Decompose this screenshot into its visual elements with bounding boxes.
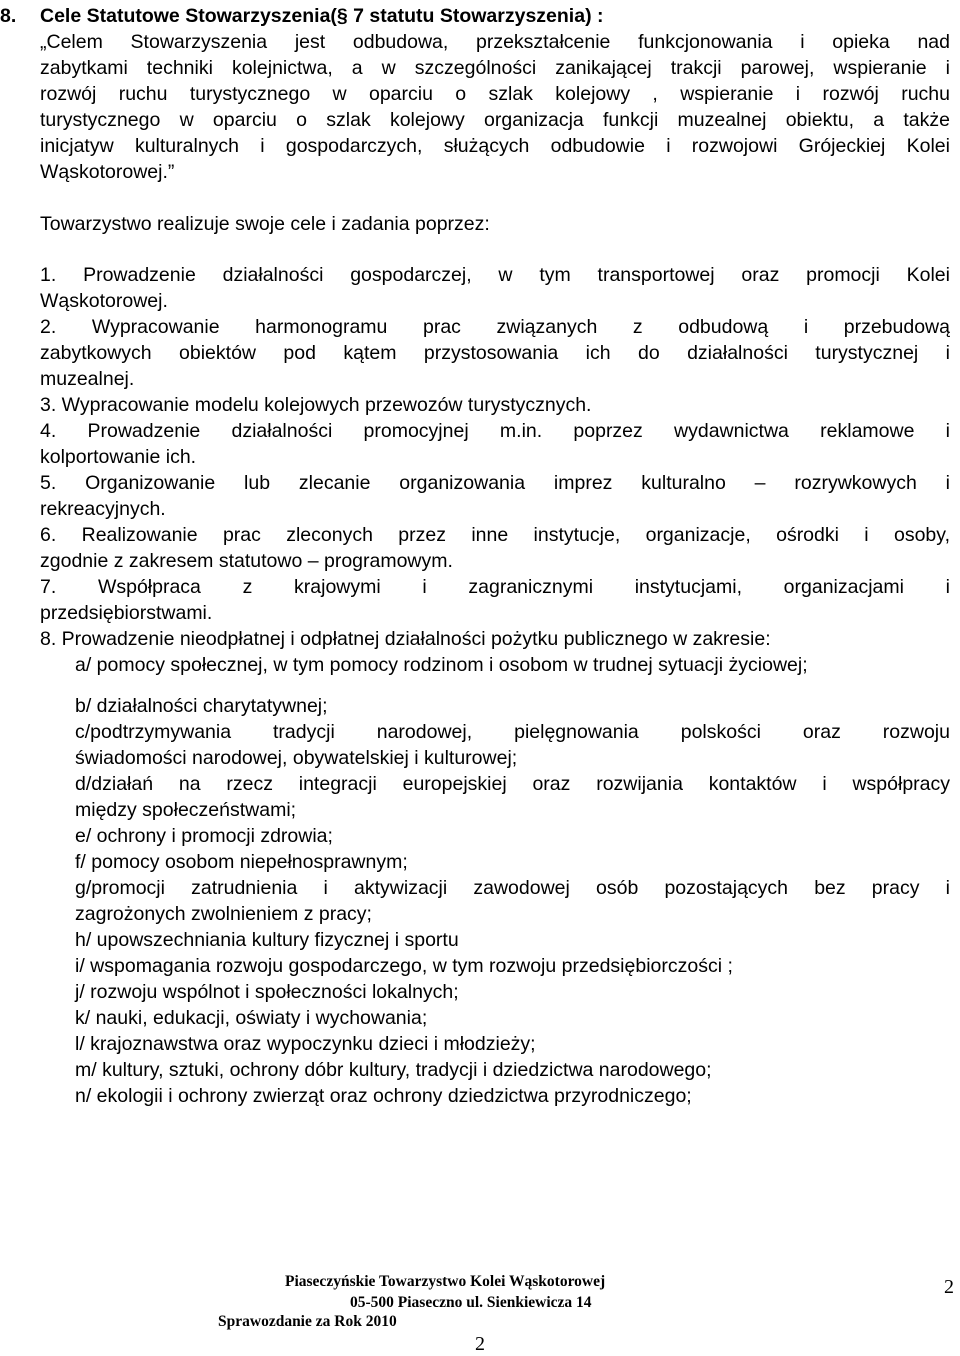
footer-organization: Piaseczyńskie Towarzystwo Kolei Wąskotorowej [285, 1273, 606, 1290]
scope-line: między społeczeństwami; [75, 799, 297, 821]
list-line: zgodnie z zakresem statutowo – programowym. [40, 550, 453, 572]
goal-line: Wąskotorowej.” [40, 161, 175, 183]
scope-line: m/ kultury, sztuki, ochrony dóbr kultury, tradycji i dziedzictwa narodowego; [75, 1059, 712, 1081]
list-line: muzealnej. [40, 368, 135, 390]
list-line: 4. Prowadzenie działalności promocyjnej m.in. poprzez wydawnictwa reklamowe i [40, 420, 950, 442]
section-title: Cele Statutowe Stowarzyszenia(§ 7 statutu Stowarzyszenia) : [40, 5, 604, 27]
scope-line: l/ krajoznawstwa oraz wypoczynku dzieci i młodzieży; [75, 1033, 536, 1055]
page-number: 2 [944, 1276, 954, 1298]
list-line: 7. Współpraca z krajowymi i zagranicznymi instytucjami, organizacjami i [40, 576, 950, 598]
list-line: zabytkowych obiektów pod kątem przystosowania ich do działalności turystycznej i [40, 342, 950, 364]
list-line: przedsiębiorstwami. [40, 602, 213, 624]
scope-line: zagrożonych zwolnieniem z pracy; [75, 903, 372, 925]
list-line: kolportowanie ich. [40, 446, 197, 468]
scope-line: g/promocji zatrudnienia i aktywizacji zawodowej osób pozostających bez pracy i [75, 877, 950, 899]
footer-address: 05-500 Piaseczno ul. Sienkiewicza 14 [350, 1294, 592, 1311]
list-line: 8. Prowadzenie nieodpłatnej i odpłatnej działalności pożytku publicznego w zakresie: [40, 628, 771, 650]
page-number-bottom: 2 [475, 1333, 485, 1355]
scope-line: k/ nauki, edukacji, oświaty i wychowania; [75, 1007, 428, 1029]
scope-line: j/ rozwoju wspólnot i społeczności lokalnych; [75, 981, 459, 1003]
footer-report-title: Sprawozdanie za Rok 2010 [218, 1313, 397, 1330]
goal-line: zabytkami techniki kolejnictwa, a w szczególności zanikającej trakcji parowej, wspieranie i [40, 57, 950, 79]
goal-line: „Celem Stowarzyszenia jest odbudowa, przekształcenie funkcjonowania i opieka nad [40, 31, 950, 53]
scope-line: h/ upowszechniania kultury fizycznej i sportu [75, 929, 459, 951]
scope-line: f/ pomocy osobom niepełnosprawnym; [75, 851, 408, 873]
scope-line: a/ pomocy społecznej, w tym pomocy rodzinom i osobom w trudnej sytuacji życiowej; [75, 654, 808, 676]
scope-line: b/ działalności charytatywnej; [75, 695, 328, 717]
goal-line: rozwój ruchu turystycznego w oparciu o szlak kolejowy , wspieranie i rozwój ruchu [40, 83, 950, 105]
list-line: Wąskotorowej. [40, 290, 168, 312]
intro-text: Towarzystwo realizuje swoje cele i zadania poprzez: [40, 213, 490, 235]
list-line: 6. Realizowanie prac zleconych przez inne instytucje, organizacje, ośrodki i osoby, [40, 524, 950, 546]
goal-line: turystycznego w oparciu o szlak kolejowy organizacja funkcji muzealnej obiektu, a także [40, 109, 950, 131]
list-line: 3. Wypracowanie modelu kolejowych przewozów turystycznych. [40, 394, 592, 416]
section-number: 8. [0, 5, 17, 27]
scope-line: świadomości narodowej, obywatelskiej i kulturowej; [75, 747, 518, 769]
list-line: 5. Organizowanie lub zlecanie organizowania imprez kulturalno – rozrywkowych i [40, 472, 950, 494]
scope-line: c/podtrzymywania tradycji narodowej, pielęgnowania polskości oraz rozwoju [75, 721, 950, 743]
scope-line: d/działań na rzecz integracji europejskiej oraz rozwijania kontaktów i współpracy [75, 773, 950, 795]
list-line: rekreacyjnych. [40, 498, 166, 520]
list-line: 1. Prowadzenie działalności gospodarczej, w tym transportowej oraz promocji Kolei [40, 264, 950, 286]
goal-line: inicjatyw kulturalnych i gospodarczych, służących odbudowie i rozwojowi Grójeckiej Kolei [40, 135, 950, 157]
scope-line: e/ ochrony i promocji zdrowia; [75, 825, 333, 847]
scope-line: n/ ekologii i ochrony zwierząt oraz ochrony dziedzictwa przyrodniczego; [75, 1085, 692, 1107]
scope-line: i/ wspomagania rozwoju gospodarczego, w tym rozwoju przedsiębiorczości ; [75, 955, 733, 977]
list-line: 2. Wypracowanie harmonogramu prac związanych z odbudową i przebudową [40, 316, 950, 338]
